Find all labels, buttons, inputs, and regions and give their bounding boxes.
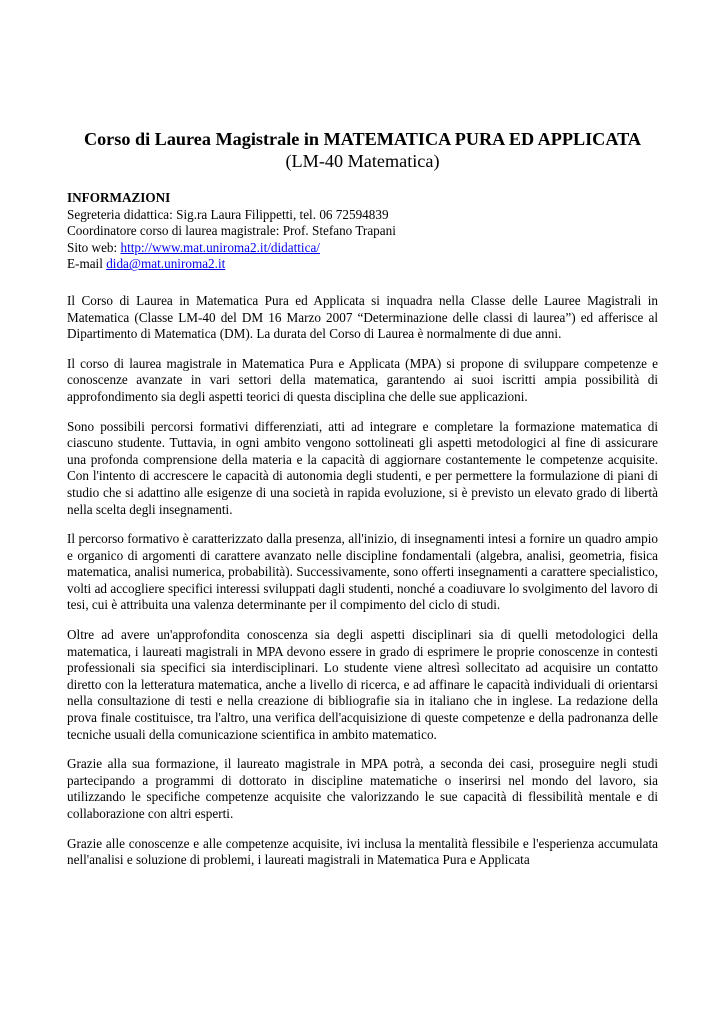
- paragraph-careers: Grazie alla sua formazione, il laureato magistrale in MPA potrà, a seconda dei casi, proseguire negli studi partecipando a programmi di dottorato in discipline matematiche o inserirsi nel mondo del lavoro, sia utilizzando le specifiche competenze acquisite che valorizzando le sue capacità di flessibilità mentale e di collaborazione con altri esperti.: [67, 756, 658, 821]
- document-page: [67, 128, 658, 869]
- paragraph-intro: Il Corso di Laurea in Matematica Pura ed Applicata si inquadra nella Classe delle Lauree Magistrali in Matematica (Classe LM-40 del DM 16 Marzo 2007 “Determinazione delle classi di laurea”) ed afferisce al Dipartimento di Matematica (DM). La durata del Corso di Laurea è normalmente di due anni.: [67, 292, 658, 342]
- website-link[interactable]: http://www.mat.uniroma2.it/didattica/: [120, 239, 320, 255]
- info-coordinator: Coordinatore corso di laurea magistrale: Prof. Stefano Trapani: [67, 223, 396, 239]
- document-body: [67, 293, 658, 869]
- document-title: Corso di Laurea Magistrale in MATEMATICA PURA ED APPLICATA: [83, 129, 642, 149]
- website-label: Sito web:: [67, 239, 121, 255]
- info-website: [67, 240, 658, 257]
- paragraph-curriculum: Il percorso formativo è caratterizzato dalla presenza, all'inizio, di insegnamenti intesi a fornire un quadro ampio e organico di argomenti di carattere avanzato nelle discipline fondamentali (algebra, analisi, geometria, fisica matematica, analisi numerica, probabilità). Successivamente, sono offerti insegnamenti a carattere specialistico, volti ad accogliere specifici interessi sviluppati dagli studenti, nonché a coadiuvare lo svolgimento del lavoro di tesi, cui è attribuita una valenza determinante per il compimento del ciclo di studi.: [67, 531, 658, 613]
- email-link[interactable]: dida@mat.uniroma2.it: [106, 256, 226, 272]
- info-email: [67, 256, 658, 273]
- info-section: [67, 190, 658, 273]
- paragraph-skills: Oltre ad avere un'approfondita conoscenza sia degli aspetti disciplinari sia di quelli metodologici della matematica, i laureati magistrali in MPA devono essere in grado di esprimere le proprie conoscenze in contesti professionali sia specifici sia interdisciplinari. Lo studente viene altresì sollecitato ad acquisire un contatto diretto con la letteratura matematica, anche a livello di ricerca, e ad affinare le capacità individuali di orientarsi nella consultazione di testi e nella creazione di bibliografie sia in italiano che in inglese. La redazione della prova finale costituisce, tra l'altro, una verifica dell'acquisizione di queste competenze e della padronanza delle tecniche usuali della comunicazione scientifica in ambito matematico.: [67, 627, 658, 742]
- paragraph-objectives: Il corso di laurea magistrale in Matematica Pura e Applicata (MPA) si propone di sviluppare competenze e conoscenze avanzate in vari settori della matematica, garantendo ai suoi iscritti ampia possibilità di approfondimento sia degli aspetti teorici di questa disciplina che delle sue applicazioni.: [67, 355, 658, 404]
- document-subtitle: (LM-40 Matematica): [285, 151, 440, 171]
- paragraph-conclusion: Grazie alle conoscenze e alle competenze acquisite, ivi inclusa la mentalità flessibile e l'esperienza accumulata nell'analisi e soluzione di problemi, i laureati magistrali in Matematica Pura e Applicata: [67, 835, 658, 868]
- info-secretary: Segreteria didattica: Sig.ra Laura Filippetti, tel. 06 72594839: [67, 206, 389, 222]
- email-label: E-mail: [67, 256, 107, 272]
- info-heading: INFORMAZIONI: [67, 190, 171, 205]
- paragraph-pathways: Sono possibili percorsi formativi differenziati, atti ad integrare e completare la formazione matematica di ciascuno studente. Tuttavia, in ogni ambito vengono sottolineati gli aspetti metodologici al fine di assicurare una profonda comprensione della materia e la capacità di aggiornare costantemente le competenze acquisite. Con l'intento di accrescere le capacità di autonomia degli studenti, e per permettere la formulazione di piani di studio che si adattino alle esigenze di una società in rapida evoluzione, si è previsto un elevato grado di libertà nella scelta degli insegnamenti.: [67, 418, 658, 517]
